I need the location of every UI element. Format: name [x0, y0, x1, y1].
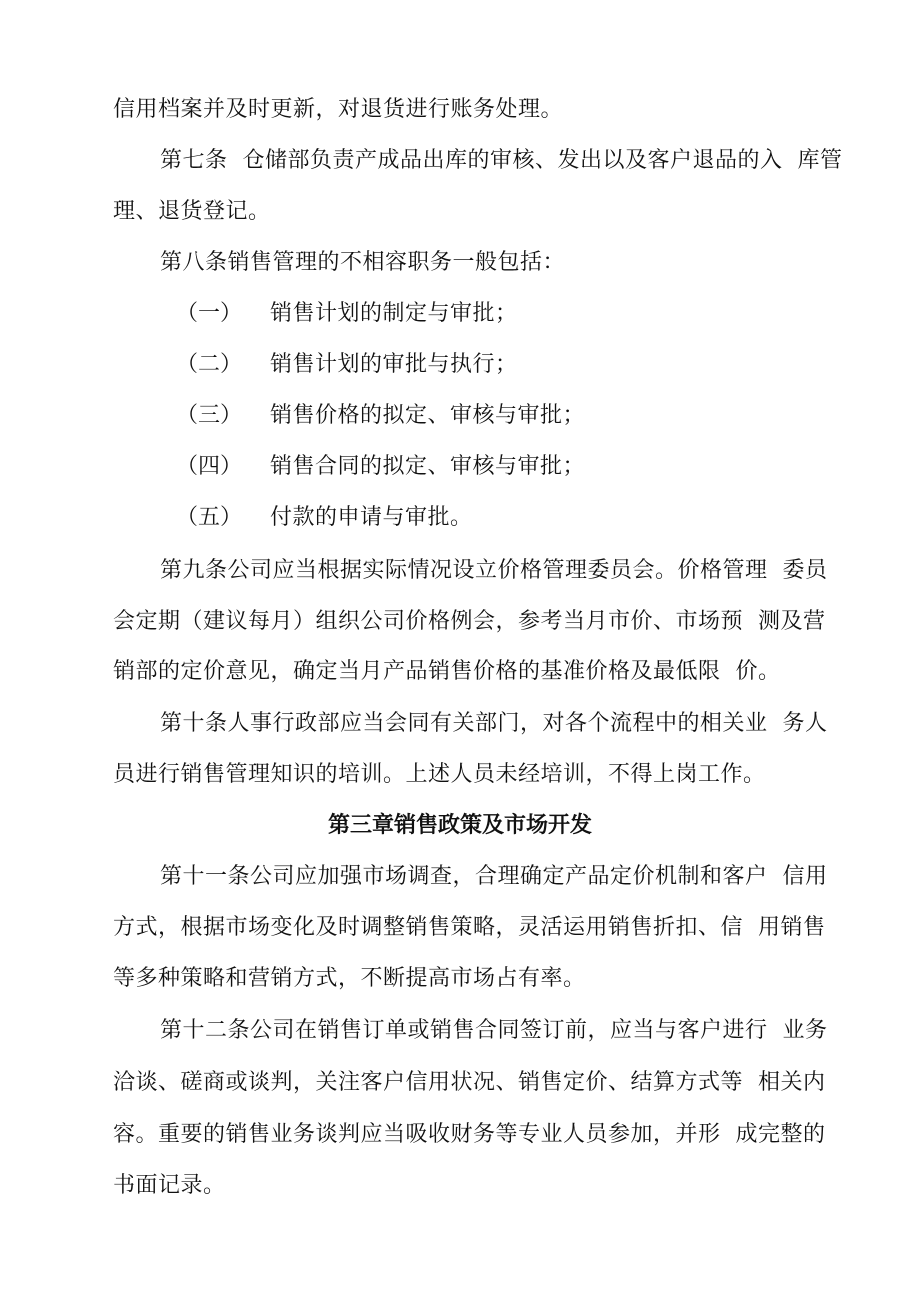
article-11-line-3: 等多种策略和营销方式，不断提高市场占有率。	[113, 966, 586, 991]
list-item-number: （四）	[176, 454, 243, 479]
article-11-line-1: 第十一条公司应加强市场调查，合理确定产品定价机制和客户 信用	[160, 864, 828, 889]
article-12-line-3: 容。重要的销售业务谈判应当吸收财务等专业人员参加，并形 成完整的	[113, 1122, 826, 1147]
article-9-line-2: 会定期（建议每月）组织公司价格例会，参考当月市价、市场预 测及营	[113, 609, 826, 634]
article-8-intro: 第八条销售管理的不相容职务一般包括：	[160, 250, 566, 275]
list-item-number: （一）	[176, 301, 243, 326]
article-12-line-2: 洽谈、磋商或谈判，关注客户信用状况、销售定价、结算方式等 相关内	[113, 1070, 826, 1095]
list-item-text: 销售计划的审批与执行；	[270, 352, 518, 377]
list-item-text: 付款的申请与审批。	[270, 505, 473, 530]
article-12-line-4: 书面记录。	[113, 1173, 226, 1198]
list-item-text: 销售计划的制定与审批；	[270, 301, 518, 326]
paragraph-line: 信用档案并及时更新，对退货进行账务处理。	[113, 97, 564, 122]
list-item-number: （二）	[176, 352, 243, 377]
article-9-line-3: 销部的定价意见，确定当月产品销售价格的基准价格及最低限 价。	[113, 659, 781, 684]
article-7-line-1: 第七条 仓储部负责产成品出库的审核、发出以及客户退品的入 库管	[160, 148, 843, 173]
list-item-number: （三）	[176, 403, 243, 428]
article-10-line-2: 员进行销售管理知识的培训。上述人员未经培训，不得上岗工作。	[113, 762, 766, 787]
article-10-line-1: 第十条人事行政部应当会同有关部门，对各个流程中的相关业 务人	[160, 711, 828, 736]
chapter-heading: 第三章销售政策及市场开发	[327, 813, 592, 838]
article-9-line-1: 第九条公司应当根据实际情况设立价格管理委员会。价格管理 委员	[160, 558, 828, 583]
article-12-line-1: 第十二条公司在销售订单或销售合同签订前，应当与客户进行 业务	[160, 1018, 828, 1043]
list-item-text: 销售合同的拟定、审核与审批；	[270, 454, 586, 479]
list-item-text: 销售价格的拟定、审核与审批；	[270, 403, 586, 428]
article-7-line-2: 理、退货登记。	[113, 199, 271, 224]
list-item-number: （五）	[176, 505, 243, 530]
article-11-line-2: 方式，根据市场变化及时调整销售策略，灵活运用销售折扣、信 用销售	[113, 915, 826, 940]
